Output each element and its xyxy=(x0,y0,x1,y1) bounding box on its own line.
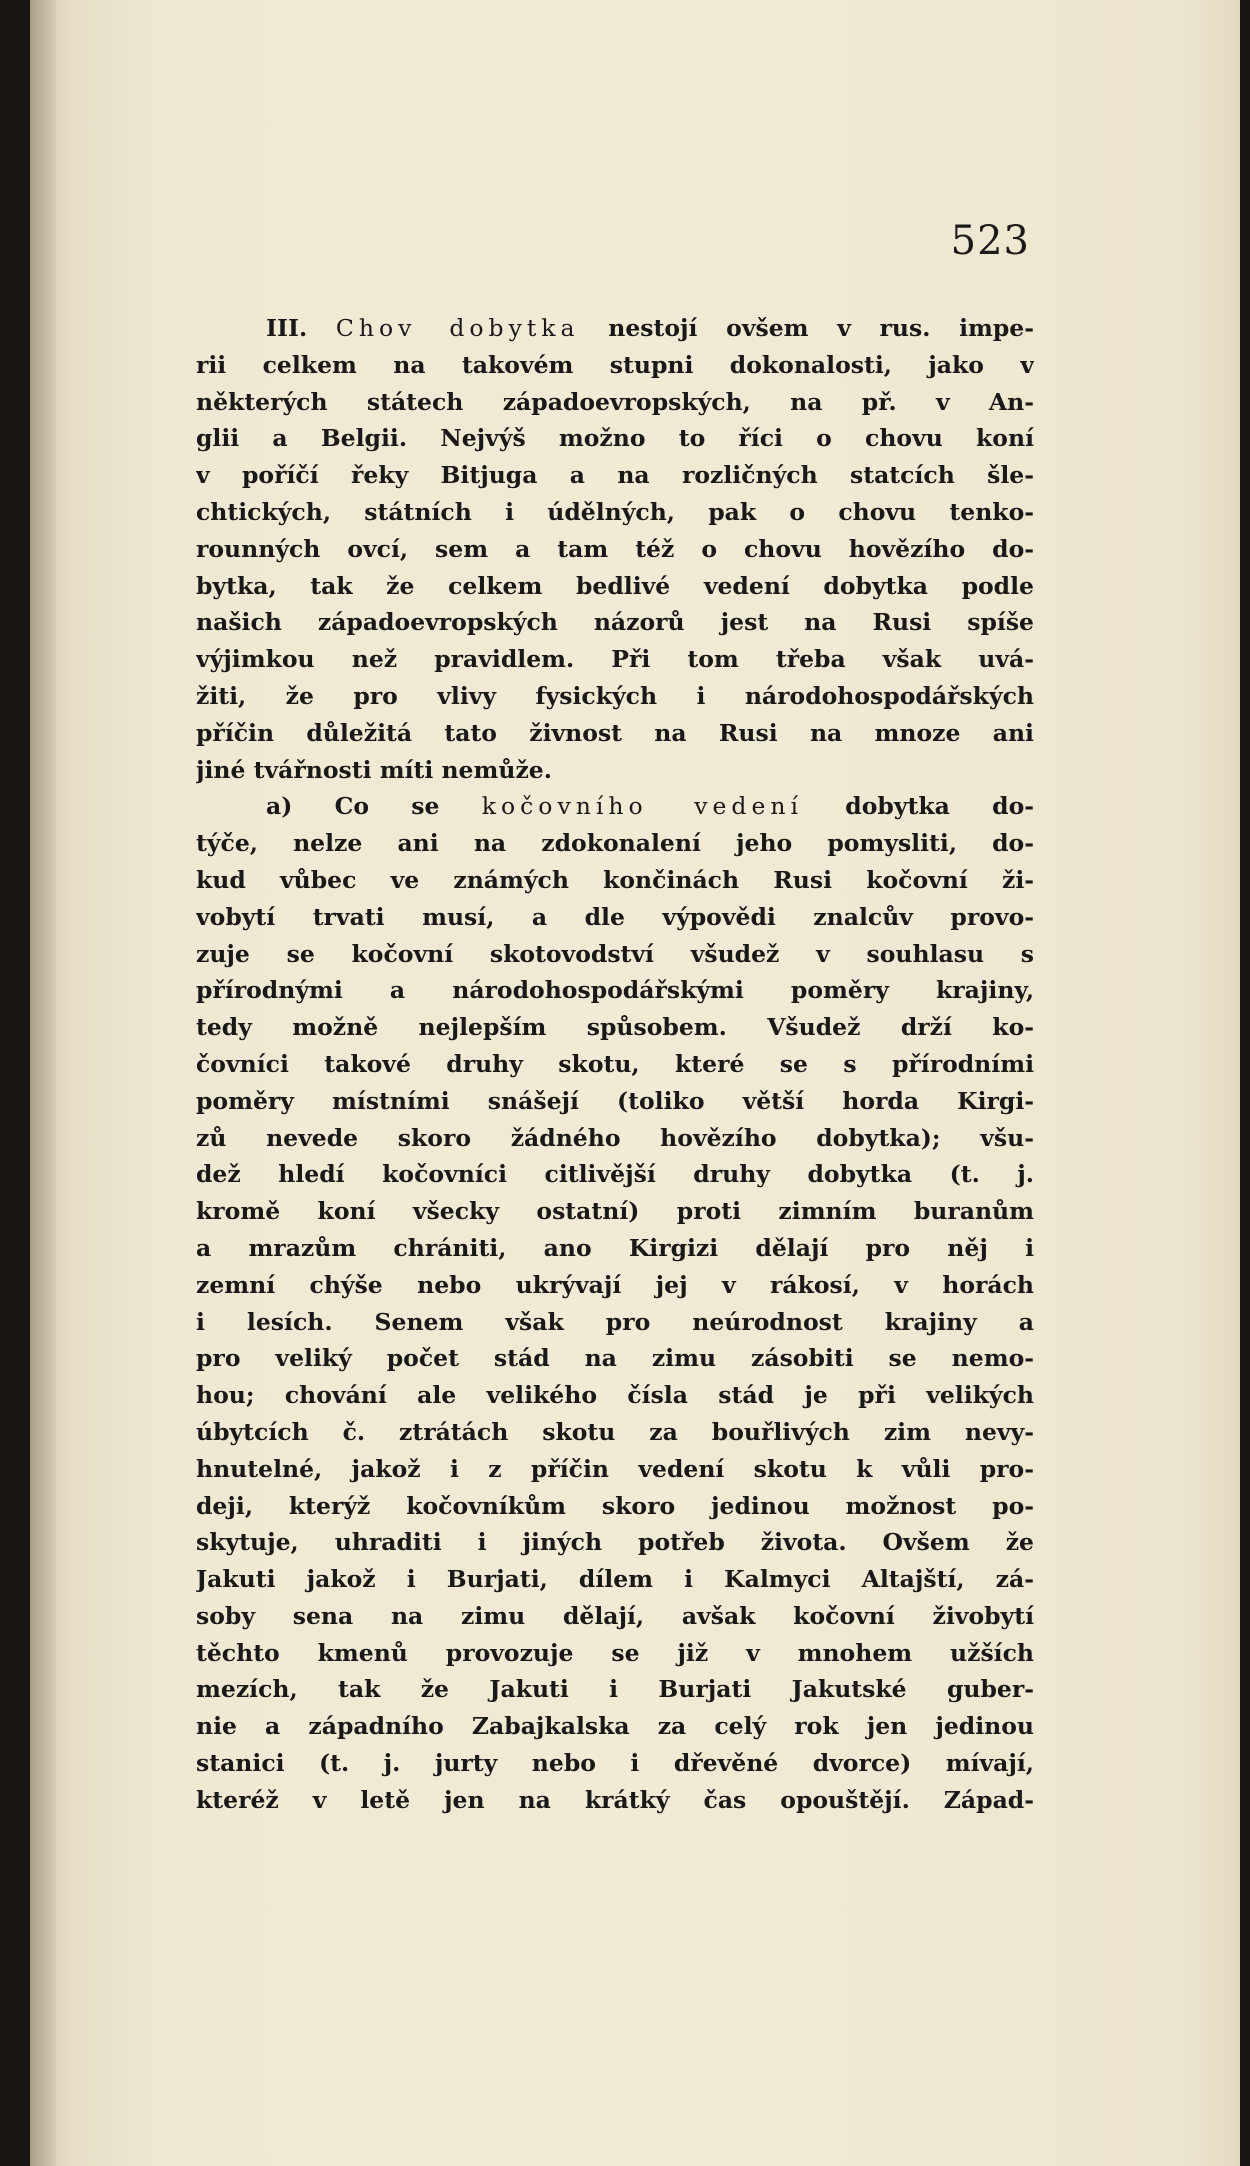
text-line xyxy=(196,715,1034,752)
text-line xyxy=(196,347,1034,384)
text-run: dež hledí kočovníci citlivější druhy dobytka (t. j. xyxy=(196,1160,1034,1189)
text-line xyxy=(196,494,1034,531)
text-run: hnutelné, jakož i z příčin vedení skotu k vůli pro- xyxy=(196,1454,1034,1483)
text-line xyxy=(196,568,1034,605)
text-run: deji, kterýž kočovníkům skoro jedinou možnost po- xyxy=(196,1491,1034,1520)
text-run: kud vůbec ve známých končinách Rusi kočovní ži- xyxy=(196,865,1034,894)
text-line xyxy=(196,604,1034,641)
text-run: kteréž v letě jen na krátký čas opouštějí. Západ- xyxy=(196,1785,1034,1814)
text-line xyxy=(196,1414,1034,1451)
text-run: III. xyxy=(266,314,336,342)
text-line xyxy=(196,788,1034,825)
text-run: čovníci takové druhy skotu, které se s přírodními xyxy=(196,1049,1034,1078)
text-line xyxy=(196,1451,1034,1488)
text-run: v poříčí řeky Bitjuga a na rozličných statcích šle- xyxy=(196,461,1034,490)
text-line xyxy=(196,899,1034,936)
text-run: přírodnými a národohospodářskými poměry krajiny, xyxy=(196,976,1034,1005)
text-run: týče, nelze ani na zdokonalení jeho pomysliti, do- xyxy=(196,829,1034,858)
text-run: poměry místními snášejí (toliko větší horda Kirgi- xyxy=(196,1086,1034,1115)
text-run: úbytcích č. ztrátách skotu za bouřlivých zim nevy- xyxy=(196,1417,1034,1446)
text-line xyxy=(196,1120,1034,1157)
text-run: jiné tvářnosti míti nemůže. xyxy=(196,755,552,784)
text-line xyxy=(196,1304,1034,1341)
text-run: výjimkou než pravidlem. Při tom třeba však uvá- xyxy=(196,645,1034,674)
text-line xyxy=(196,1561,1034,1598)
text-line xyxy=(196,310,1034,347)
text-line xyxy=(196,936,1034,973)
text-line xyxy=(196,1635,1034,1672)
text-run: zů nevede skoro žádného hovězího dobytka); všu- xyxy=(196,1123,1034,1152)
text-line xyxy=(196,1267,1034,1304)
text-line xyxy=(196,678,1034,715)
text-line xyxy=(196,1598,1034,1635)
text-run: rii celkem na takovém stupni dokonalosti, jako v xyxy=(196,350,1034,379)
text-line xyxy=(196,862,1034,899)
text-run: nie a západního Zabajkalska za celý rok jen jedinou xyxy=(196,1712,1034,1741)
text-run: i lesích. Senem však pro neúrodnost krajiny a xyxy=(196,1307,1034,1336)
text-line xyxy=(196,1488,1034,1525)
text-run: zuje se kočovní skotovodství všudež v souhlasu s xyxy=(196,939,1034,968)
text-run: hou; chování ale velikého čísla stád je při velikých xyxy=(196,1381,1034,1410)
text-line xyxy=(196,457,1034,494)
text-run: a) Co se xyxy=(266,792,482,821)
body-text xyxy=(196,310,1034,1819)
text-run: těchto kmenů provozuje se již v mnohem užších xyxy=(196,1638,1034,1667)
text-line xyxy=(196,1782,1034,1819)
text-run: skytuje, uhraditi i jiných potřeb života. Ovšem že xyxy=(196,1528,1034,1557)
text-run: žiti, že pro vlivy fysických i národohospodářských xyxy=(196,681,1034,710)
text-run: Jakuti jakož i Burjati, dílem i Kalmyci Altajští, zá- xyxy=(196,1565,1034,1594)
text-line xyxy=(196,1009,1034,1046)
text-line xyxy=(196,1745,1034,1782)
text-run: příčin důležitá tato živnost na Rusi na mnoze ani xyxy=(196,718,1034,747)
text-run: glii a Belgii. Nejvýš možno to říci o chovu koní xyxy=(196,424,1034,453)
text-line xyxy=(196,1671,1034,1708)
text-run: soby sena na zimu dělají, avšak kočovní živobytí xyxy=(196,1601,1034,1630)
page-number: 523 xyxy=(950,218,1030,264)
text-line xyxy=(196,1230,1034,1267)
text-run: pro veliký počet stád na zimu zásobiti se nemo- xyxy=(196,1344,1034,1373)
text-line xyxy=(196,1193,1034,1230)
text-line xyxy=(196,641,1034,678)
text-line xyxy=(196,384,1034,421)
spaced-emphasis: Chov dobytka xyxy=(335,314,580,342)
text-run: některých státech západoevropských, na př. v An- xyxy=(196,387,1034,416)
text-run: nestojí ovšem v rus. impe- xyxy=(579,314,1034,342)
text-run: mezích, tak že Jakuti i Burjati Jakutské guber- xyxy=(196,1675,1034,1704)
text-line xyxy=(196,1046,1034,1083)
spaced-emphasis: kočovního vedení xyxy=(481,792,804,821)
text-line xyxy=(196,1340,1034,1377)
text-run: tedy možně nejlepším spůsobem. Všudež drží ko- xyxy=(196,1013,1034,1042)
text-line xyxy=(196,531,1034,568)
page-gutter xyxy=(30,0,56,2166)
text-run: bytka, tak že celkem bedlivé vedení dobytka podle xyxy=(196,571,1034,600)
text-line xyxy=(196,1156,1034,1193)
text-line xyxy=(196,752,1034,789)
text-run: dobytka do- xyxy=(803,792,1034,821)
text-line xyxy=(196,1708,1034,1745)
text-run: rounných ovcí, sem a tam též o chovu hovězího do- xyxy=(196,534,1034,563)
text-line xyxy=(196,1524,1034,1561)
text-line xyxy=(196,972,1034,1009)
text-run: stanici (t. j. jurty nebo i dřevěné dvorce) mívají, xyxy=(196,1749,1034,1778)
text-run: zemní chýše nebo ukrývají jej v rákosí, v horách xyxy=(196,1270,1034,1299)
text-line xyxy=(196,420,1034,457)
text-line xyxy=(196,1083,1034,1120)
text-run: kromě koní všecky ostatní) proti zimním buranům xyxy=(196,1197,1034,1226)
text-line xyxy=(196,1377,1034,1414)
text-run: vobytí trvati musí, a dle výpovědi znalcův provo- xyxy=(196,902,1034,931)
text-run: chtických, státních i údělných, pak o chovu tenko- xyxy=(196,497,1034,526)
book-page xyxy=(30,0,1240,2166)
text-line xyxy=(196,825,1034,862)
text-run: a mrazům chrániti, ano Kirgizi dělají pro něj i xyxy=(196,1233,1034,1262)
text-run: našich západoevropských názorů jest na Rusi spíše xyxy=(196,608,1034,637)
